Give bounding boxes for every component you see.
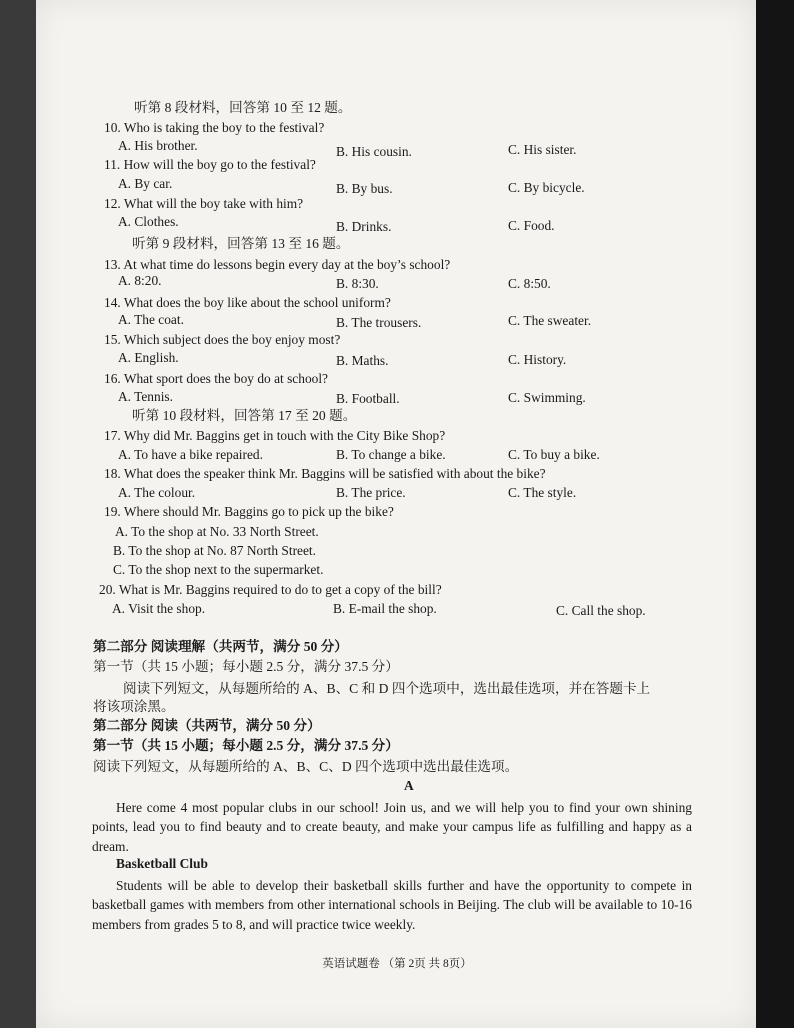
material-9-instruction: 听第 9 段材料，回答第 13 至 16 题。 — [132, 236, 350, 251]
question-15: 15. Which subject does the boy enjoy most? — [104, 332, 341, 347]
q12-option-a: A. Clothes. — [118, 214, 179, 229]
q11-option-c: C. By bicycle. — [508, 180, 585, 195]
q15-option-a: A. English. — [118, 350, 179, 365]
q19-option-c: C. To the shop next to the supermarket. — [113, 562, 324, 577]
q16-option-b: B. Football. — [336, 391, 400, 406]
scan-right-margin — [756, 0, 794, 1028]
part-two-heading: 第二部分 阅读理解（共两节，满分 50 分） — [93, 639, 348, 654]
q12-option-b: B. Drinks. — [336, 219, 392, 234]
question-17: 17. Why did Mr. Baggins get in touch with the City Bike Shop? — [104, 428, 446, 443]
q18-option-a: A. The colour. — [118, 485, 196, 500]
q20-option-a: A. Visit the shop. — [112, 601, 206, 616]
question-11: 11. How will the boy go to the festival? — [104, 157, 316, 172]
q15-option-b: B. Maths. — [336, 353, 389, 368]
passage-intro: Here come 4 most popular clubs in our school! Join us, and we will help you to find your own shining points, lead you to find beauty and to create beauty, and make your campus life as fulfilling and happy as a dream. — [92, 800, 692, 854]
question-18: 18. What does the speaker think Mr. Baggins will be satisfied with about the bike? — [104, 466, 546, 481]
reading-instruction-line1: 阅读下列短文，从每题所给的 A、B、C 和 D 四个选项中，选出最佳选项，并在答题卡上 — [123, 681, 651, 696]
section-one-heading: 第一节（共 15 小题；每小题 2.5 分，满分 37.5 分） — [93, 659, 399, 674]
q10-option-b: B. His cousin. — [336, 144, 412, 159]
q13-option-c: C. 8:50. — [508, 276, 551, 291]
q12-option-c: C. Food. — [508, 218, 555, 233]
reading-instruction-repeat: 阅读下列短文，从每题所给的 A、B、C、D 四个选项中选出最佳选项。 — [93, 759, 519, 774]
page-footer: 英语试题卷 （第 2页 共 8页） — [322, 958, 472, 970]
q13-option-a: A. 8:20. — [118, 273, 162, 288]
material-8-instruction: 听第 8 段材料，回答第 10 至 12 题。 — [134, 100, 352, 115]
q20-option-c: C. Call the shop. — [556, 603, 646, 618]
question-13: 13. At what time do lessons begin every day at the boy’s school? — [104, 257, 451, 272]
question-16: 16. What sport does the boy do at school? — [104, 371, 329, 386]
q20-option-b: B. E-mail the shop. — [333, 601, 437, 616]
q17-option-a: A. To have a bike repaired. — [118, 447, 263, 462]
q11-option-a: A. By car. — [118, 176, 173, 191]
club-description: Students will be able to develop their basketball skills further and have the opportunity to compete in basketball games with members from other international schools in Beijing. The club will be available to 10-16 members from grades 5 to 8, and will practice twice weekly. — [92, 878, 692, 932]
question-19: 19. Where should Mr. Baggins go to pick up the bike? — [104, 504, 394, 519]
q19-option-a: A. To the shop at No. 33 North Street. — [115, 524, 319, 539]
q10-option-a: A. His brother. — [118, 138, 198, 153]
scan-left-margin — [0, 0, 36, 1028]
material-10-instruction: 听第 10 段材料，回答第 17 至 20 题。 — [132, 408, 357, 423]
question-10: 10. Who is taking the boy to the festival? — [104, 120, 325, 135]
q17-option-b: B. To change a bike. — [336, 447, 446, 462]
q16-option-a: A. Tennis. — [118, 389, 173, 404]
q19-option-b: B. To the shop at No. 87 North Street. — [113, 543, 317, 558]
section-one-heading-repeat: 第一节（共 15 小题；每小题 2.5 分，满分 37.5 分） — [93, 738, 399, 753]
q14-option-c: C. The sweater. — [508, 313, 592, 328]
q13-option-b: B. 8:30. — [336, 276, 379, 291]
q14-option-a: A. The coat. — [118, 312, 184, 327]
q17-option-c: C. To buy a bike. — [508, 447, 600, 462]
question-14: 14. What does the boy like about the school uniform? — [104, 295, 391, 310]
part-two-heading-repeat: 第二部分 阅读（共两节，满分 50 分） — [93, 718, 321, 733]
q14-option-b: B. The trousers. — [336, 315, 422, 330]
q18-option-c: C. The style. — [508, 485, 577, 500]
passage-label: A — [404, 778, 414, 793]
club-title: Basketball Club — [116, 856, 208, 871]
reading-instruction-line2: 将该项涂黑。 — [93, 699, 175, 714]
q16-option-c: C. Swimming. — [508, 390, 586, 405]
question-12: 12. What will the boy take with him? — [104, 196, 304, 211]
q11-option-b: B. By bus. — [336, 181, 393, 196]
q10-option-c: C. His sister. — [508, 142, 577, 157]
q18-option-b: B. The price. — [336, 485, 406, 500]
question-20: 20. What is Mr. Baggins required to do to get a copy of the bill? — [99, 582, 442, 597]
q15-option-c: C. History. — [508, 352, 567, 367]
